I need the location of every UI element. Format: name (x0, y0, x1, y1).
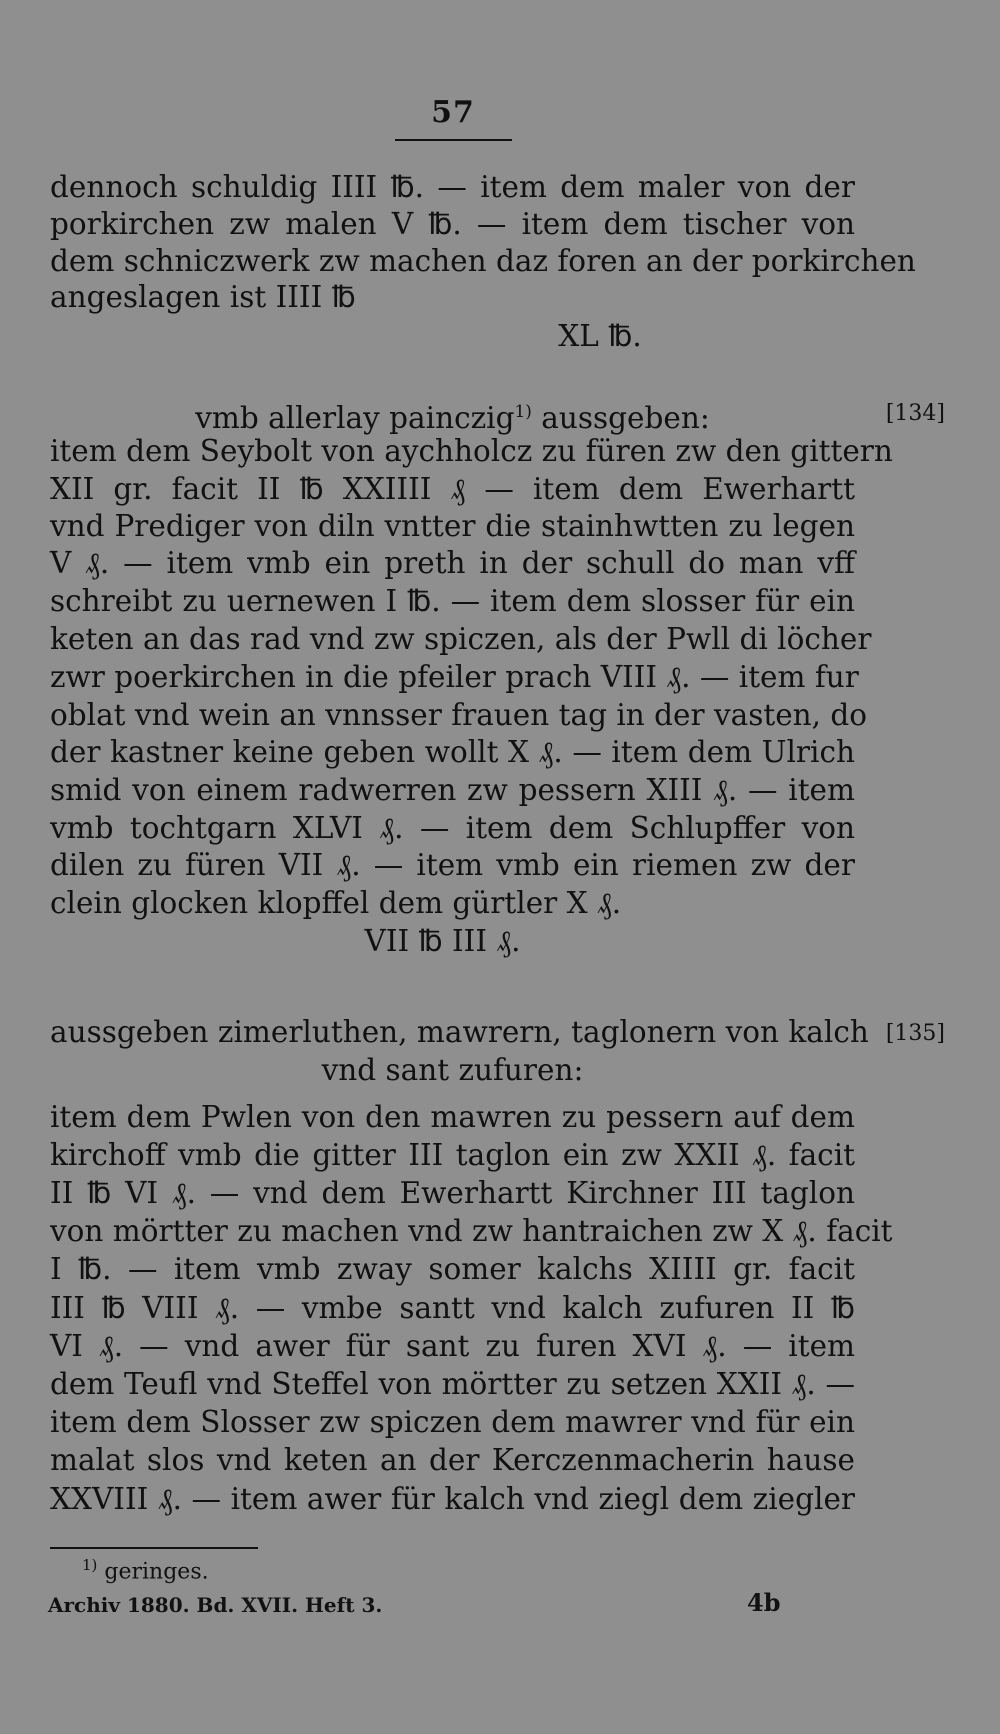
text-line: dem schniczwerk zw machen daz foren an der porkirchen (50, 244, 916, 278)
text-line: II ℔ VI ₰. — vnd dem Ewerhartt Kirchner III taglon (50, 1176, 855, 1210)
text-line: schreibt zu uernewen I ℔. — item dem slosser für ein (50, 584, 855, 618)
signature-mark: 4b (747, 1588, 781, 1617)
text-line: porkirchen zw malen V ℔. — item dem tischer von (50, 207, 855, 241)
heading-text: vmb allerlay painczig (195, 400, 515, 435)
section-heading: vnd sant zufuren: (321, 1053, 584, 1087)
text-line: XII gr. facit II ℔ XXIIII ₰ — item dem Ewerhartt (50, 472, 855, 506)
text-line: III ℔ VIII ₰. — vmbe santt vnd kalch zufuren II ℔ (50, 1291, 855, 1325)
page-number: 57 (431, 95, 475, 130)
text-line: dem Teufl vnd Steffel von mörtter zu setzen XXII ₰. — (50, 1367, 855, 1401)
section-heading (50, 393, 855, 437)
text-line: XXVIII ₰. — item awer für kalch vnd ziegl dem ziegler (50, 1482, 855, 1516)
footnote (82, 1550, 209, 1587)
footnote-marker: 1) (82, 1556, 98, 1574)
footnote-rule (50, 1547, 258, 1549)
footnote-text: geringes. (97, 1559, 209, 1585)
printer-signature: Archiv 1880. Bd. XVII. Heft 3. (48, 1593, 383, 1617)
text-line: vmb tochtgarn XLVI ₰. — item dem Schlupffer von (50, 811, 855, 845)
text-line: malat slos vnd keten an der Kerczenmacherin hause (50, 1443, 855, 1477)
margin-note: [135] (885, 1021, 945, 1046)
sum-total: VII ℔ III ₰. (364, 924, 521, 958)
text-line: item dem Pwlen von den mawren zu pessern auf dem (50, 1100, 855, 1134)
text-line: angeslagen ist IIII ℔ (50, 280, 356, 314)
footnote-marker: 1) (514, 402, 532, 422)
text-line: von mörtter zu machen vnd zw hantraichen zw X ₰. facit (50, 1214, 893, 1248)
margin-note: [134] (885, 401, 945, 426)
text-line: V ₰. — item vmb ein preth in der schull do man vff (50, 546, 855, 580)
text-line: clein glocken klopffel dem gürtler X ₰. (50, 886, 622, 920)
text-line: item dem Seybolt von aychholcz zu füren zw den gittern (50, 434, 893, 468)
sum-total: XL ℔. (558, 319, 642, 353)
text-line: item dem Slosser zw spiczen dem mawrer vnd für ein (50, 1405, 855, 1439)
text-line: vnd Prediger von diln vntter die stainhwtten zu legen (50, 509, 855, 543)
text-line: VI ₰. — vnd awer für sant zu furen XVI ₰. — item (50, 1329, 855, 1363)
text-line: der kastner keine geben wollt X ₰. — item dem Ulrich (50, 735, 855, 769)
text-line: zwr poerkirchen in die pfeiler prach VIII ₰. — item fur (50, 660, 859, 694)
page-number-rule (395, 139, 512, 141)
text-line: I ℔. — item vmb zway somer kalchs XIIII gr. facit (50, 1252, 855, 1286)
section-heading: aussgeben zimerluthen, mawrern, taglonern von kalch (50, 1015, 869, 1049)
text-line: oblat vnd wein an vnnsser frauen tag in der vasten, do (50, 698, 868, 732)
text-line: dennoch schuldig IIII ℔. — item dem maler von der (50, 170, 855, 204)
text-line: kirchoff vmb die gitter III taglon ein zw XXII ₰. facit (50, 1138, 855, 1172)
text-line: keten an das rad vnd zw spiczen, als der Pwll di löcher (50, 622, 872, 656)
text-line: smid von einem radwerren zw pessern XIII ₰. — item (50, 773, 855, 807)
text-line: dilen zu füren VII ₰. — item vmb ein riemen zw der (50, 848, 855, 882)
heading-text: aussgeben: (531, 400, 710, 435)
